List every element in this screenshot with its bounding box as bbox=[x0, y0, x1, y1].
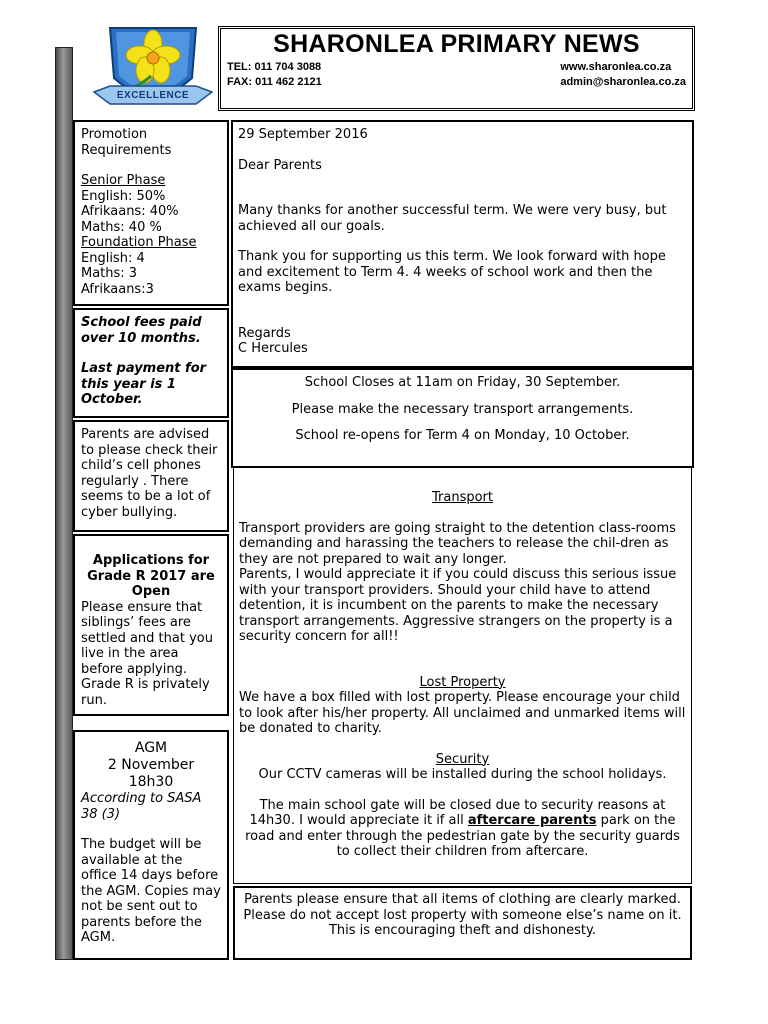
applications-heading: Applications for Grade R 2017 are Open bbox=[87, 553, 215, 599]
agm-body: The budget will be available at the office 14 days before the AGM. Copies may not be sent out to parents before the AGM. bbox=[81, 837, 221, 945]
agm-date: 2 November bbox=[107, 757, 195, 773]
agm-box bbox=[73, 730, 229, 960]
last-payment-line: Last payment for this year is 1 October. bbox=[81, 361, 207, 407]
clothing-notice-box bbox=[233, 886, 692, 960]
phone-number: TEL: 011 704 3088 bbox=[227, 60, 322, 73]
letter-paragraph: Thank you for supporting us this term. We look forward with hope and excitement to Term 4. 4 weeks of school work and then the exams begins. bbox=[238, 249, 666, 295]
transport-paragraph: Transport providers are going straight to the detention class-rooms demanding and harassing the teachers to release the chil-dren as they are not prepared to wait any longer. bbox=[239, 520, 676, 567]
letter-signature: C Hercules bbox=[238, 341, 308, 356]
closing-line: School Closes at 11am on Friday, 30 September. bbox=[304, 375, 621, 390]
school-closing-box bbox=[231, 368, 694, 468]
closing-line: Please make the necessary transport arrangements. bbox=[291, 401, 634, 417]
masthead bbox=[218, 26, 695, 111]
website-link[interactable]: www.sharonlea.co.za bbox=[560, 60, 672, 73]
closing-line: School re-opens for Term 4 on Monday, 10 October. bbox=[295, 428, 630, 443]
agm-time: 18h30 bbox=[128, 774, 174, 790]
foundation-line: Afrikaans:3 bbox=[81, 281, 154, 297]
agm-note: According to SASA 38 (3) bbox=[81, 791, 202, 822]
security-text: The main school gate will be closed due to security reasons at 14h30. I would appreciate it if all bbox=[249, 797, 666, 828]
aftercare-parents-emphasis: aftercare parents bbox=[467, 813, 597, 828]
letter-paragraph: Many thanks for another successful term. We were very busy, but achieved all our goals. bbox=[238, 203, 667, 234]
grade-r-applications-box bbox=[73, 534, 229, 716]
principal-letter-box bbox=[231, 120, 694, 368]
fax-number: FAX: 011 462 2121 bbox=[227, 75, 322, 88]
senior-line: Maths: 40 % bbox=[81, 219, 162, 235]
foundation-line: Maths: 3 bbox=[81, 266, 138, 281]
letter-greeting: Dear Parents bbox=[238, 157, 322, 173]
security-text: park on the road and enter through the pedestrian gate by the security guards to collect their children from aftercare. bbox=[245, 813, 680, 859]
notices-box bbox=[233, 468, 692, 884]
letter-signoff: Regards bbox=[238, 325, 291, 341]
senior-phase-label: Senior Phase bbox=[81, 173, 166, 188]
security-paragraph: Our CCTV cameras will be installed during the school holidays. bbox=[258, 767, 667, 782]
logo-banner-text: EXCELLENCE bbox=[116, 90, 190, 101]
school-crest-logo bbox=[88, 18, 218, 118]
newsletter-title: SHARONLEA PRIMARY NEWS bbox=[273, 30, 640, 58]
lost-property-heading: Lost Property bbox=[419, 674, 506, 690]
agm-title: AGM bbox=[134, 740, 168, 756]
transport-paragraph: Parents, I would appreciate it if you could discuss this serious issue with your transport providers. Should your child have to attend detention, it is incumbent on the parents to make the necessary transport arrangements. Aggressive strangers on the property is a security concern for all!! bbox=[239, 567, 677, 644]
school-fees-box bbox=[73, 308, 229, 418]
applications-body: Please ensure that siblings’ fees are settled and that you live in the area before applying. Grade R is privately run. bbox=[81, 599, 213, 708]
email-link[interactable]: admin@sharonlea.co.za bbox=[560, 75, 686, 88]
security-paragraph-gate bbox=[239, 798, 686, 860]
decorative-side-bar bbox=[55, 47, 73, 960]
promotion-heading: Promotion Requirements bbox=[81, 127, 172, 158]
promotion-requirements-box bbox=[73, 120, 229, 306]
senior-line: Afrikaans: 40% bbox=[81, 204, 179, 219]
clothing-notice-text: Parents please ensure that all items of clothing are clearly marked. Please do not accept lost property with someone else’s name on it. This is encouraging theft and dishonesty. bbox=[243, 892, 682, 938]
cyber-bullying-box bbox=[73, 420, 229, 532]
foundation-line: English: 4 bbox=[81, 250, 145, 266]
cyber-bullying-text: Parents are advised to please check their child’s cell phones regularly . There seems to be a lot of cyber bullying. bbox=[81, 427, 218, 520]
lost-property-text: We have a box filled with lost property. Please encourage your child to look after his/her property. All unclaimed and unmarked items will be donated to charity. bbox=[239, 690, 686, 736]
foundation-phase-label: Foundation Phase bbox=[81, 235, 197, 250]
letter-date: 29 September 2016 bbox=[238, 127, 368, 142]
fees-line: School fees paid over 10 months. bbox=[81, 315, 202, 346]
security-heading: Security bbox=[435, 751, 490, 767]
senior-line: English: 50% bbox=[81, 188, 166, 204]
transport-heading: Transport bbox=[431, 490, 493, 505]
